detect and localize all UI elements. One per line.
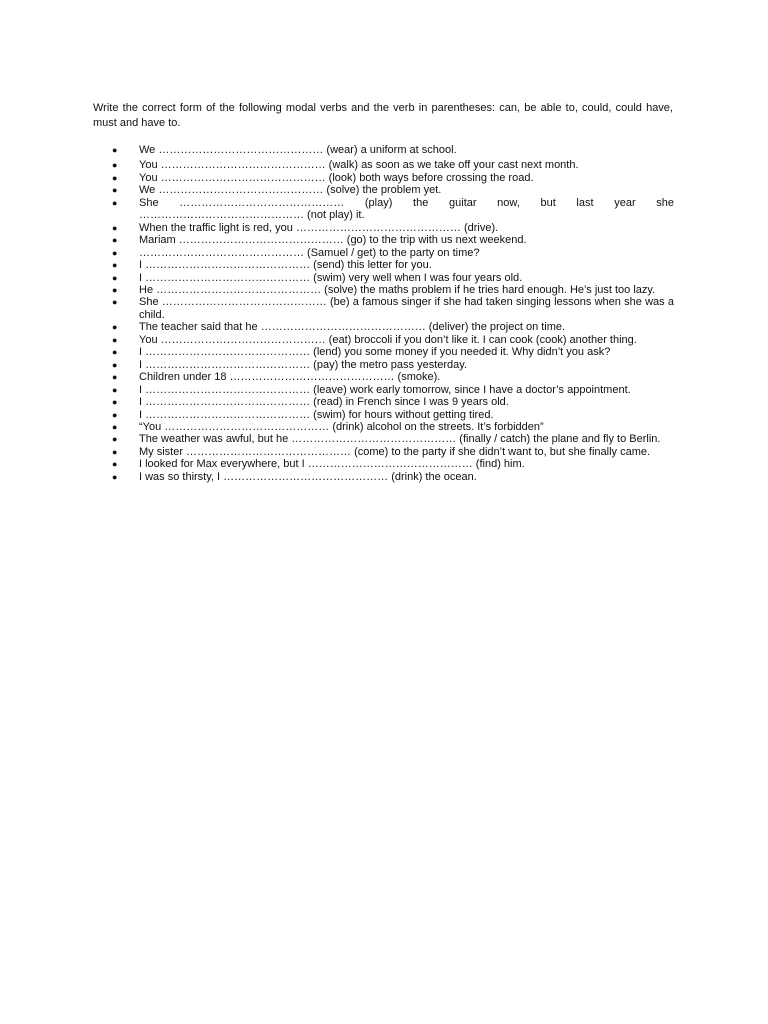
bullet-icon: ● bbox=[112, 434, 118, 445]
list-item bbox=[112, 471, 674, 483]
list-item bbox=[112, 384, 674, 396]
list-item bbox=[112, 259, 674, 271]
list-item bbox=[112, 222, 674, 234]
exercise-sentence: ……………………………………… (Samuel / get) to the party on time? bbox=[139, 246, 480, 259]
bullet-icon: ● bbox=[112, 471, 118, 482]
exercise-sentence: She ……………………………………… (play) the guitar now, but last year she ……………………………………… (not play) it. bbox=[139, 196, 674, 222]
exercise-sentence: Children under 18 ……………………………………… (smoke). bbox=[139, 371, 441, 384]
list-item bbox=[112, 334, 674, 346]
exercise-sentence: You ……………………………………… (look) both ways before crossing the road. bbox=[139, 171, 534, 184]
bullet-icon: ● bbox=[112, 446, 118, 457]
list-item bbox=[112, 184, 674, 196]
exercise-sentence: I ……………………………………… (read) in French since I was 9 years old. bbox=[139, 396, 509, 409]
list-item bbox=[112, 296, 674, 321]
exercise-sentence: The weather was awful, but he ……………………………………… (finally / catch) the plane and fly to Berlin. bbox=[139, 433, 661, 446]
exercise-sentence: I ……………………………………… (lend) you some money if you needed it. Why didn’t you ask? bbox=[139, 346, 611, 359]
exercise-sentence: You ……………………………………… (walk) as soon as we take off your cast next month. bbox=[139, 159, 579, 172]
exercise-sentence: We ……………………………………… (solve) the problem yet. bbox=[139, 184, 442, 197]
list-item bbox=[112, 234, 674, 246]
list-item bbox=[112, 421, 674, 433]
bullet-icon: ● bbox=[112, 322, 118, 333]
exercise-sentence: She ……………………………………… (be) a famous singer if she had taken singing lessons when she was a child. bbox=[139, 296, 674, 321]
exercise-sentence: I looked for Max everywhere, but I ……………………………………… (find) him. bbox=[139, 458, 525, 471]
exercise-sentence: I ……………………………………… (pay) the metro pass yesterday. bbox=[139, 358, 468, 371]
list-item bbox=[112, 247, 674, 259]
exercise-sentence: He ……………………………………… (solve) the maths problem if he tries hard enough. He’s just too lazy. bbox=[139, 283, 656, 296]
exercise-sentence: Mariam ……………………………………… (go) to the trip with us next weekend. bbox=[139, 234, 527, 247]
exercise-list bbox=[112, 144, 674, 483]
list-item bbox=[112, 446, 674, 458]
list-item bbox=[112, 144, 674, 156]
bullet-icon: ● bbox=[112, 421, 118, 432]
list-item bbox=[112, 346, 674, 358]
list-item bbox=[112, 172, 674, 184]
exercise-sentence: We ……………………………………… (wear) a uniform at school. bbox=[139, 144, 457, 156]
bullet-icon: ● bbox=[112, 160, 118, 171]
exercise-sentence: “You ……………………………………… (drink) alcohol on the streets. It’s forbidden” bbox=[139, 420, 544, 433]
bullet-icon: ● bbox=[112, 384, 118, 395]
bullet-icon: ● bbox=[112, 172, 118, 183]
bullet-icon: ● bbox=[112, 409, 118, 420]
bullet-icon: ● bbox=[112, 359, 118, 370]
exercise-sentence: The teacher said that he ……………………………………… (deliver) the project on time. bbox=[139, 321, 566, 334]
list-item bbox=[112, 433, 674, 445]
exercise-sentence: You ……………………………………… (eat) broccoli if you don’t like it. I can cook (cook) another thing. bbox=[139, 333, 637, 346]
exercise-sentence: My sister ……………………………………… (come) to the party if she didn’t want to, but she finally came. bbox=[139, 445, 651, 458]
list-item bbox=[112, 159, 674, 171]
bullet-icon: ● bbox=[112, 372, 118, 383]
exercise-sentence: I ……………………………………… (send) this letter for you. bbox=[139, 259, 432, 272]
list-item bbox=[112, 284, 674, 296]
bullet-icon: ● bbox=[112, 185, 118, 196]
bullet-icon: ● bbox=[112, 347, 118, 358]
bullet-icon: ● bbox=[112, 247, 118, 258]
list-item bbox=[112, 272, 674, 284]
exercise-sentence: I ……………………………………… (swim) very well when I was four years old. bbox=[139, 271, 523, 284]
bullet-icon: ● bbox=[112, 235, 118, 246]
bullet-icon: ● bbox=[112, 222, 118, 233]
bullet-icon: ● bbox=[112, 297, 118, 308]
bullet-icon: ● bbox=[112, 145, 118, 155]
list-item bbox=[112, 197, 674, 222]
bullet-icon: ● bbox=[112, 260, 118, 271]
exercise-sentence: When the traffic light is red, you ……………………………………… (drive). bbox=[139, 221, 499, 234]
list-item bbox=[112, 409, 674, 421]
exercise-sentence: I ……………………………………… (leave) work early tomorrow, since I have a doctor’s appointment. bbox=[139, 383, 631, 396]
bullet-icon: ● bbox=[112, 397, 118, 408]
exercise-sentence: I was so thirsty, I ……………………………………… (drink) the ocean. bbox=[139, 470, 477, 483]
list-item bbox=[112, 458, 674, 470]
list-item bbox=[112, 371, 674, 383]
bullet-icon: ● bbox=[112, 272, 118, 283]
bullet-icon: ● bbox=[112, 197, 118, 208]
bullet-icon: ● bbox=[112, 459, 118, 470]
list-item bbox=[112, 359, 674, 371]
bullet-icon: ● bbox=[112, 284, 118, 295]
instructions-text: Write the correct form of the following modal verbs and the verb in parentheses: can, be able to, could, could have, must and have to. bbox=[93, 102, 673, 129]
list-item bbox=[112, 321, 674, 333]
list-item bbox=[112, 396, 674, 408]
bullet-icon: ● bbox=[112, 334, 118, 345]
exercise-sentence: I ……………………………………… (swim) for hours without getting tired. bbox=[139, 408, 494, 421]
